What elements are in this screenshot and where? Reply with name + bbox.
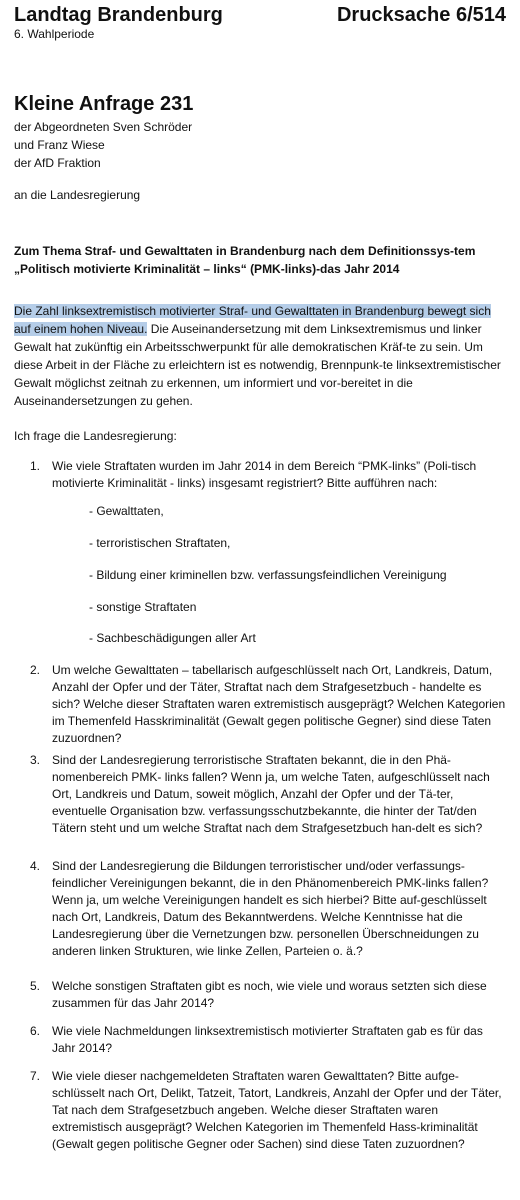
question-item	[30, 1068, 506, 1153]
question-text: Sind der Landesregierung die Bildungen terroristischer und/oder verfassungs-feindlicher Vereinigungen bekannt, die in den Phänomenbereich PMK-links fallen? Wenn ja, um welche Vereinigungen handelt es sich hierbei? Bitte auf-geschlüsselt nach Ort, Landkreis, Datum des Bekanntwerdens. Welche Kenntnisse hat die Landesregierung über die Vernetzungen bzw. personellen Überschneidungen zu anderen linken Strukturen, wie linke Zellen, Parteien o. ä.?	[52, 859, 489, 958]
recipient: an die Landesregierung	[14, 188, 141, 202]
question-text: Wie viele Straftaten wurden im Jahr 2014 in dem Bereich “PMK-links” (Poli-tisch motivierte Kriminalität - links) insgesamt registriert? Bitte aufführen nach:	[52, 459, 477, 490]
intro-paragraph	[14, 302, 506, 410]
question-text: Um welche Gewalttaten – tabellarisch aufgeschlüsselt nach Ort, Landkreis, Datum, Anzahl der Opfer und der Täter, Straftat nach dem Strafgesetzbuch - handelte es sich? Welche dieser Straftaten waren extremistisch ausgeprägt? Welchen Kategorien im Themenfeld Hasskriminalität (Gewalt gegen politische Gegner) sind diese Taten zuzuordnen?	[52, 663, 506, 745]
question-intro: Ich frage die Landesregierung:	[14, 429, 177, 443]
author-line: der Abgeordneten Sven Schröder	[14, 120, 193, 134]
list-item: - terroristischen Straftaten,	[89, 536, 231, 550]
author-line: der AfD Fraktion	[14, 156, 101, 170]
question-item	[30, 662, 506, 747]
question-item	[30, 978, 506, 1012]
list-item: - Gewalttaten,	[89, 504, 164, 518]
highlighted-text: Die Zahl linksextremistisch motivierter Straf- und Gewalttaten in Brandenburg bewegt sich auf einem hohen Niveau.	[14, 304, 491, 336]
question-number: 2.	[30, 663, 41, 677]
question-number: 7.	[30, 1069, 41, 1083]
question-number: 6.	[30, 1024, 41, 1038]
list-item: - Bildung einer kriminellen bzw. verfassungsfeindlichen Vereinigung	[89, 568, 447, 582]
document-number: Drucksache 6/514	[336, 4, 506, 26]
question-text: Welche sonstigen Straftaten gibt es noch, wie viele und woraus setzten sich diese zusammen für das Jahr 2014?	[52, 979, 487, 1010]
parliament-name: Landtag Brandenburg	[14, 4, 223, 26]
question-item	[30, 752, 506, 837]
list-item: - Sachbeschädigungen aller Art	[89, 631, 256, 645]
question-item	[30, 858, 506, 960]
document-title: Kleine Anfrage 231	[14, 93, 194, 115]
author-line: und Franz Wiese	[14, 138, 105, 152]
list-item: - sonstige Straftaten	[89, 600, 197, 614]
question-item	[30, 458, 506, 492]
question-item	[30, 1023, 506, 1057]
question-number: 3.	[30, 753, 41, 767]
subject-heading: Zum Thema Straf- und Gewalttaten in Brandenburg nach dem Definitionssys-tem „Politisch motivierte Kriminalität – links“ (PMK-links)-das Jahr 2014	[14, 244, 476, 276]
intro-text: Die Auseinandersetzung mit dem Linksextremismus und linker Gewalt hat zukünftig ein Arbeitsschwerpunkt für alle demokratischen Kräf-te zu sein. Um diese Arbeit in der Fläche zu erleichtern ist es notwendig, Brennpunk-te linksextremistischer Gewalt möglichst zeitnah zu erkennen, um informiert und vor-bereitet in die Auseinandersetzungen zu gehen.	[14, 322, 501, 408]
question-text: Sind der Landesregierung terroristische Straftaten bekannt, die in den Phä-nomenbereich PMK- links fallen? Wenn ja, um welche Taten, aufgeschlüsselt nach Ort, Landkreis und Datum, soweit möglich, Anzahl der Opfer und der Tä-ter, eventuelle Organisation bzw. verfassungsschutzbekannte, die hinter der Tat/den Tätern steht und um welche Straftat nach dem Strafgesetzbuch han-delt es sich?	[52, 753, 490, 835]
question-number: 5.	[30, 979, 41, 993]
question-text: Wie viele Nachmeldungen linksextremistisch motivierter Straftaten gab es für das Jahr 2014?	[52, 1024, 483, 1055]
authors-block	[14, 118, 192, 172]
question-text: Wie viele dieser nachgemeldeten Straftaten waren Gewalttaten? Bitte aufge-schlüsselt nach Ort, Delikt, Tatzeit, Tatort, Landkreis, Anzahl der Opfer und der Täter, Tat nach dem Strafgesetzbuch angeben. Welche dieser Straftaten waren extremistisch ausgeprägt? Welchen Kategorien im Themenfeld Hass-kriminalität (Gewalt gegen politische Gegner oder Sachen) sind diese Taten zuzuordnen?	[52, 1069, 502, 1151]
legislative-period: 6. Wahlperiode	[14, 27, 95, 41]
question-number: 1.	[30, 459, 41, 473]
question-number: 4.	[30, 859, 41, 873]
